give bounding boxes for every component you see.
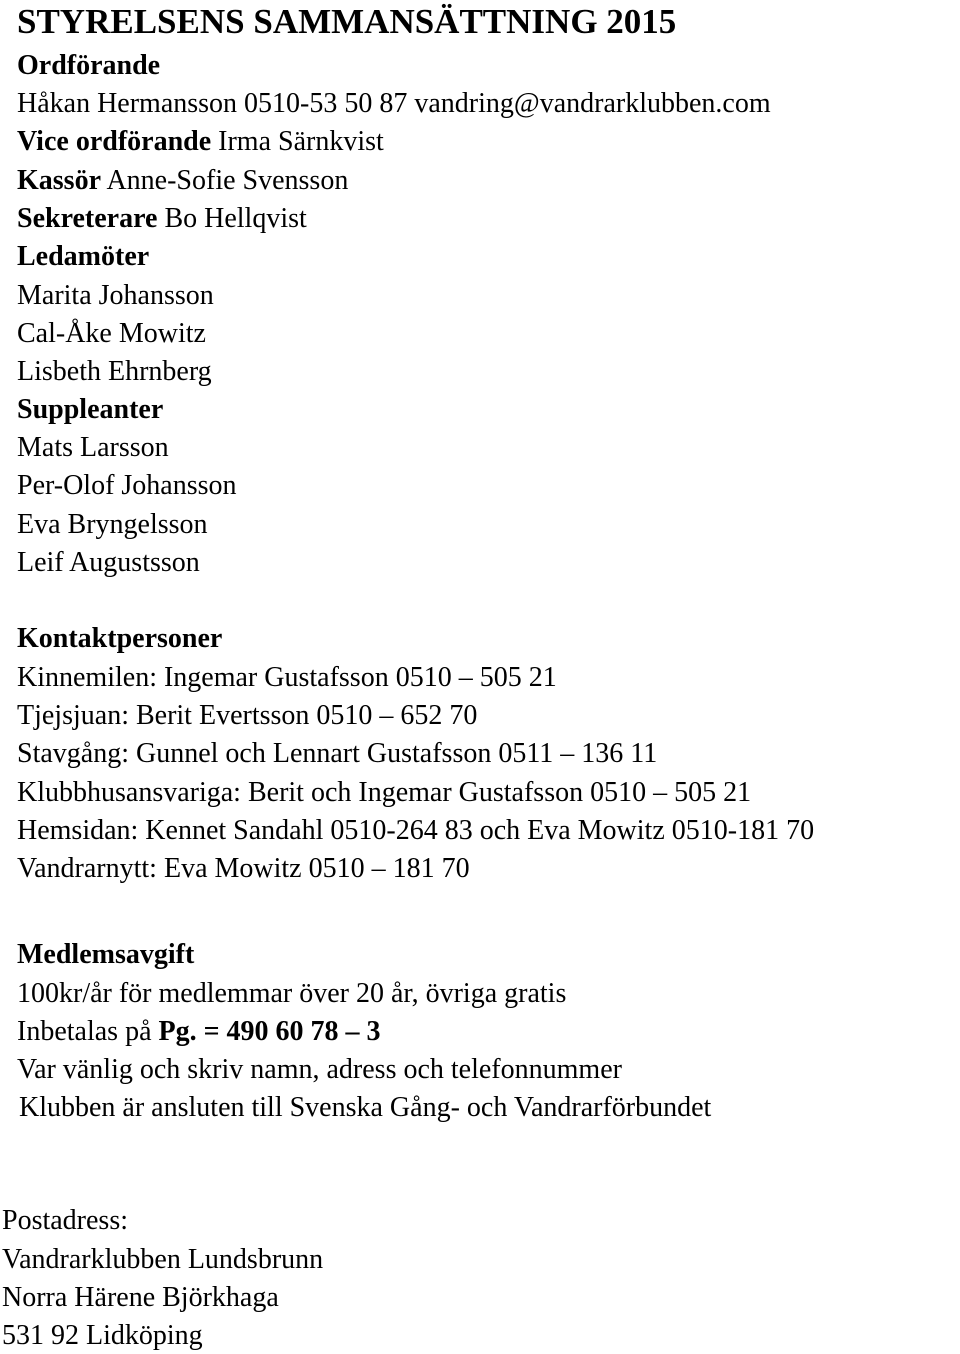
- ordforande-line: Håkan Hermansson 0510-53 50 87 vandring@vandrarklubben.com: [17, 88, 771, 119]
- kassor-row: [17, 167, 348, 195]
- suppleant-name: Eva Bryngelsson: [17, 509, 208, 540]
- sekreterare-label: Sekreterare: [17, 203, 158, 234]
- page-title: STYRELSENS SAMMANSÄTTNING 2015: [17, 2, 677, 41]
- inbetalas-prefix: Inbetalas på: [17, 1016, 159, 1047]
- postadress-line: 531 92 Lidköping: [2, 1320, 203, 1351]
- ledamot-name: Cal-Åke Mowitz: [17, 318, 206, 349]
- forbund-line: Klubben är ansluten till Svenska Gång- och Vandrarförbundet: [19, 1092, 712, 1123]
- kontakt-line: Hemsidan: Kennet Sandahl 0510-264 83 och Eva Mowitz 0510-181 70: [17, 815, 815, 846]
- kontaktpersoner-heading: Kontaktpersoner: [17, 623, 223, 654]
- kontakt-line: Kinnemilen: Ingemar Gustafsson 0510 – 505 21: [17, 662, 557, 693]
- vice-ordforande-name: Irma Särnkvist: [211, 126, 384, 157]
- postadress-line: Norra Härene Björkhaga: [2, 1282, 279, 1313]
- suppleant-name: Leif Augustsson: [17, 547, 200, 578]
- kontakt-line: Klubbhusansvariga: Berit och Ingemar Gustafsson 0510 – 505 21: [17, 777, 752, 808]
- suppleanter-heading: Suppleanter: [17, 394, 164, 425]
- kassor-label: Kassör: [17, 165, 101, 196]
- sekreterare-row: [17, 205, 307, 233]
- medlemsavgift-heading: Medlemsavgift: [17, 939, 195, 970]
- kassor-name: Anne-Sofie Svensson: [101, 165, 349, 196]
- ordforande-heading: Ordförande: [17, 50, 161, 81]
- medlemsavgift-line: Var vänlig och skriv namn, adress och telefonnummer: [17, 1054, 622, 1085]
- kontakt-line: Tjejsjuan: Berit Evertsson 0510 – 652 70: [17, 700, 478, 731]
- postadress-line: Vandrarklubben Lundsbrunn: [2, 1244, 324, 1275]
- vice-ordforande-label: Vice ordförande: [17, 126, 212, 157]
- kontakt-line: Stavgång: Gunnel och Lennart Gustafsson 0511 – 136 11: [17, 738, 658, 769]
- ledamot-name: Lisbeth Ehrnberg: [17, 356, 212, 387]
- sekreterare-name: Bo Hellqvist: [157, 203, 307, 234]
- suppleant-name: Per-Olof Johansson: [17, 470, 237, 501]
- postadress-label: Postadress:: [2, 1205, 128, 1236]
- medlemsavgift-line: 100kr/år för medlemmar över 20 år, övriga gratis: [17, 978, 567, 1009]
- plusgiro-number: Pg. = 490 60 78 – 3: [158, 1016, 381, 1047]
- kontakt-line: Vandrarnytt: Eva Mowitz 0510 – 181 70: [17, 853, 470, 884]
- ledamoter-heading: Ledamöter: [17, 241, 150, 272]
- inbetalas-row: [17, 1018, 381, 1046]
- suppleant-name: Mats Larsson: [17, 432, 169, 463]
- ledamot-name: Marita Johansson: [17, 280, 214, 311]
- vice-ordforande-row: [17, 128, 384, 156]
